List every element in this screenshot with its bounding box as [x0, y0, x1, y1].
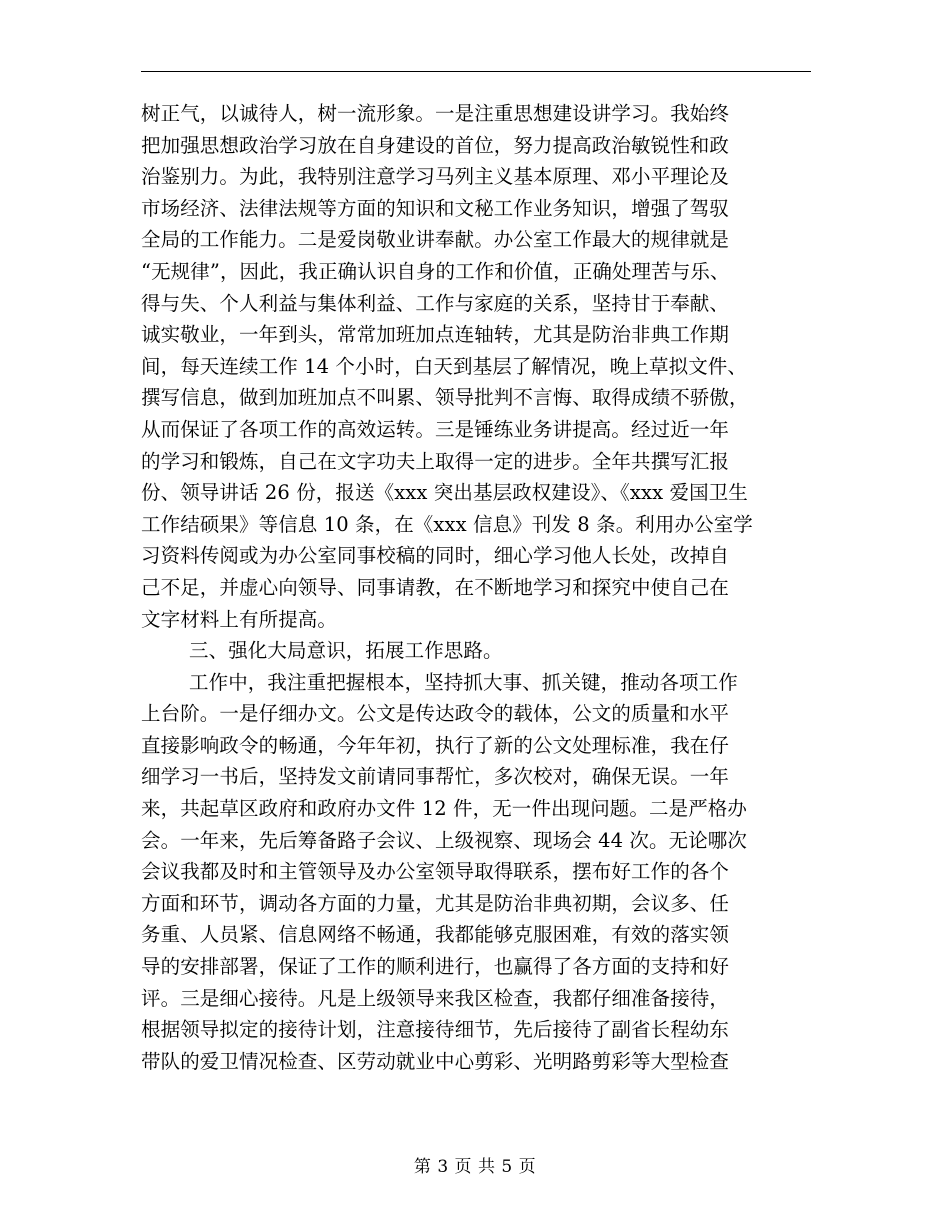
text-line: 三、强化大局意识，拓展工作思路。: [189, 639, 503, 663]
page-number: 第 3 页 共 5 页: [413, 1157, 537, 1177]
text-line: 文字材料上有所提高。: [141, 607, 338, 631]
text-line: 得与失、个人利益与集体利益、工作与家庭的关系，坚持甘于奉献、: [141, 291, 730, 315]
text-line: 会议我都及时和主管领导及办公室领导取得联系，摆布好工作的各个: [141, 860, 730, 884]
text-line: 工作结硕果》等信息 10 条，在《xxx 信息》刊发 8 条。利用办公室学: [141, 512, 753, 536]
document-body: [141, 98, 821, 1077]
text-line: 评。三是细心接待。凡是上级领导来我区检查，我都仔细准备接待，: [141, 986, 730, 1010]
text-line: 间，每天连续工作 14 个小时，白天到基层了解情况，晚上草拟文件、: [141, 354, 748, 378]
text-line: 务重、人员紧、信息网络不畅通，我都能够克服困难，有效的落实领: [141, 923, 730, 947]
text-line: 导的安排部署，保证了工作的顺利进行，也赢得了各方面的支持和好: [141, 955, 730, 979]
header-rule: [141, 71, 811, 72]
text-line: 全局的工作能力。二是爱岗敬业讲奉献。办公室工作最大的规律就是: [141, 228, 730, 252]
text-line: 的学习和锻炼，自己在文字功夫上取得一定的进步。全年共撰写汇报: [141, 449, 730, 473]
text-line: 工作中，我注重把握根本，坚持抓大事、抓关键，推动各项工作: [189, 670, 738, 694]
text-line: 诚实敬业，一年到头，常常加班加点连轴转，尤其是防治非典工作期: [141, 323, 730, 347]
text-line: 上台阶。一是仔细办文。公文是传达政令的载体，公文的质量和水平: [141, 702, 730, 726]
text-line: 方面和环节，调动各方面的力量，尤其是防治非典初期，会议多、任: [141, 891, 730, 915]
text-line: 直接影响政令的畅通，今年年初，执行了新的公文处理标准，我在仔: [141, 733, 730, 757]
text-line: “无规律”，因此，我正确认识自身的工作和价值，正确处理苦与乐、: [141, 259, 730, 283]
text-line: 从而保证了各项工作的高效运转。三是锤练业务讲提高。经过近一年: [141, 417, 730, 441]
text-line: 把加强思想政治学习放在自身建设的首位，努力提高政治敏锐性和政: [141, 133, 730, 157]
text-line: 细学习一书后，坚持发文前请同事帮忙，多次校对，确保无误。一年: [141, 765, 730, 789]
text-line: 带队的爱卫情况检查、区劳动就业中心剪彩、光明路剪彩等大型检查: [141, 1049, 730, 1073]
text-line: 根据领导拟定的接待计划，注意接待细节，先后接待了副省长程幼东: [141, 1018, 730, 1042]
text-line: 会。一年来，先后筹备路子会议、上级视察、现场会 44 次。无论哪次: [141, 828, 748, 852]
text-line: 份、领导讲话 26 份，报送《xxx 突出基层政权建设》、《xxx 爱国卫生: [141, 481, 748, 505]
text-line: 治鉴别力。为此，我特别注意学习马列主义基本原理、邓小平理论及: [141, 165, 730, 189]
text-line: 来，共起草区政府和政府办文件 12 件，无一件出现问题。二是严格办: [141, 797, 748, 821]
text-line: 撰写信息，做到加班加点不叫累、领导批判不言悔、取得成绩不骄傲，: [141, 386, 749, 410]
text-line: 己不足，并虚心向领导、同事请教，在不断地学习和探究中使自己在: [141, 575, 730, 599]
text-line: 市场经济、法律法规等方面的知识和文秘工作业务知识，增强了驾驭: [141, 196, 730, 220]
text-line: 习资料传阅或为办公室同事校稿的同时，细心学习他人长处，改掉自: [141, 544, 730, 568]
text-line: 树正气，以诚待人，树一流形象。一是注重思想建设讲学习。我始终: [141, 102, 730, 125]
